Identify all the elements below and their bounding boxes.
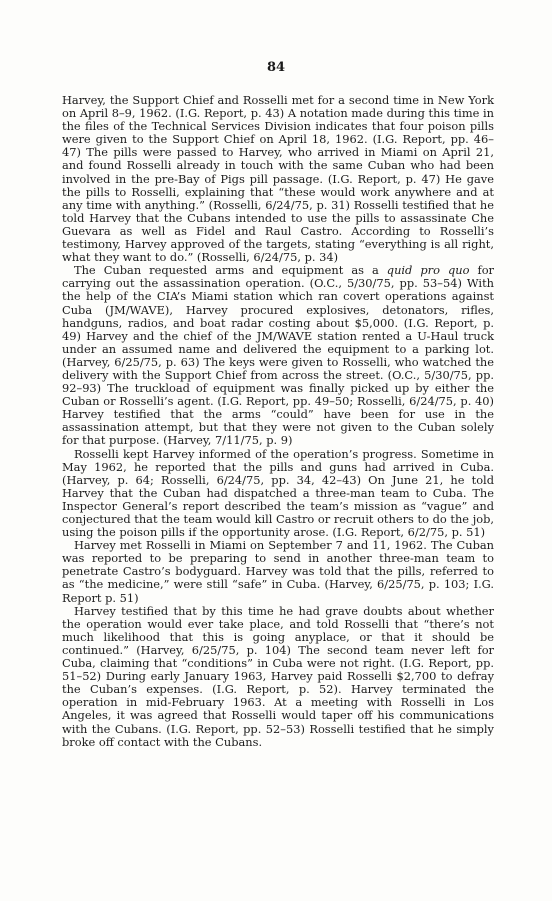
- paragraph-2-italic-phrase: quid pro quo: [386, 263, 470, 278]
- paragraph-3: Rosselli kept Harvey informed of the operation’s progress. Sometime in May 1962, he reported that the pills and guns had arrived in Cuba. (Harvey, p. 64; Rosselli, 6/24/75, pp. 34, 42–43) On June 21, he told Harvey that the Cuban had dispatched a three-man team to Cuba. The Inspector General’s report described the team’s mission as “vague” and conjectured that the team would kill Castro or recruit others to do the job, using the poison pills if the opportunity arose. (I.G. Report, 6/2/75, p. 51): [62, 446, 494, 540]
- document-body: [62, 94, 494, 749]
- paragraph-2-lead: The Cuban requested arms and equipment as a: [74, 263, 387, 278]
- paragraph-2: [62, 264, 494, 447]
- paragraph-1: Harvey, the Support Chief and Rosselli met for a second time in New York on April 8–9, 1962. (I.G. Report, p. 43) A notation made during this time in the files of the Technical Services Division indicates that four poison pills were given to the Support Chief on April 18, 1962. (I.G. Report, pp. 46–47) The pills were passed to Harvey, who arrived in Miami on April 21, and found Rosselli already in touch with the same Cuban who had been involved in the pre-Bay of Pigs pill passage. (I.G. Report, p. 47) He gave the pills to Rosselli, explaining that “these would work anywhere and at any time with anything.” (Rosselli, 6/24/75, p. 31) Rosselli testified that he told Harvey that the Cubans intended to use the pills to assassinate Che Guevara as well as Fidel and Raul Castro. According to Rosselli’s testimony, Harvey approved of the targets, stating “everything is all right, what they want to do.” (Rosselli, 6/24/75, p. 34): [62, 93, 494, 265]
- paragraph-5: Harvey testified that by this time he had grave doubts about whether the operation would ever take place, and told Rosselli that “there’s not much likelihood that this is going anyplace, or that it should be continued.” (Harvey, 6/25/75, p. 104) The second team never left for Cuba, claiming that “conditions” in Cuba were not right. (I.G. Report, pp. 51–52) During early January 1963, Harvey paid Rosselli $2,700 to defray the Cuban’s expenses. (I.G. Report, p. 52). Harvey terminated the operation in mid-February 1963. At a meeting with Rosselli in Los Angeles, it was agreed that Rosselli would taper off his communications with the Cubans. (I.G. Report, pp. 52–53) Rosselli testified that he simply broke off contact with the Cubans.: [62, 603, 494, 749]
- paragraph-2-rest: for carrying out the assassination operation. (O.C., 5/30/75, pp. 53–54) With the help of the CIA’s Miami station which ran covert operations against Cuba (JM/WAVE), Harvey procured explosives, detonators, rifles, handguns, radios, and boat radar costing about $5,000. (I.G. Report, p. 49) Harvey and the chief of the JM/WAVE station rented a U-Haul truck under an assumed name and delivered the equipment to a parking lot. (Harvey, 6/25/75, p. 63) The keys were given to Rosselli, who watched the delivery with the Support Chief from across the street. (O.C., 5/30/75, pp. 92–93) The truckload of equipment was finally picked up by either the Cuban or Rosselli’s agent. (I.G. Report, pp. 49–50; Rosselli, 6/24/75, p. 40) Harvey testified that the arms “could” have been for use in the assassination attempt, but that they were not given to the Cuban solely for that purpose. (Harvey, 7/11/75, p. 9): [62, 263, 495, 448]
- paragraph-4: Harvey met Rosselli in Miami on September 7 and 11, 1962. The Cuban was reported to be preparing to send in another three-man team to penetrate Castro’s bodyguard. Harvey was told that the pills, referred to as “the medicine,” were still “safe” in Cuba. (Harvey, 6/25/75, p. 103; I.G. Report p. 51): [62, 538, 494, 605]
- page-number: 84: [266, 60, 286, 75]
